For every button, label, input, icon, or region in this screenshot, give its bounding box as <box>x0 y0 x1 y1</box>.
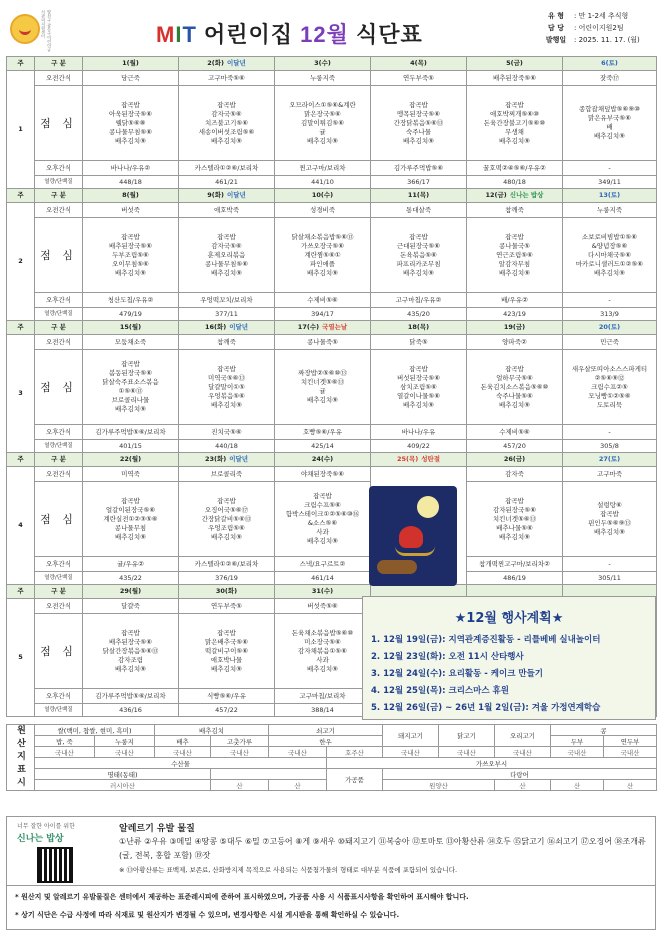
lunch-cell: 잡곡밥 맑은배추국⑤⑥ 떡갈비구이⑤⑥ 애호박나물 배추김치⑨ <box>179 614 275 689</box>
day-label: 9(화) <box>207 191 224 199</box>
lunch-cell: 잡곡밥 봄동된장국⑤⑥ 닭살숙주표소스볶음 ①⑤⑥⑬ 브로콜리나물 배추김치⑨ <box>83 350 179 425</box>
day-label: 25(목) <box>396 455 419 463</box>
lunch-cell: 소보로비빔밥①⑤⑥ &양념장⑤⑥ 다시마채국⑤⑥ 마카로니샐러드①②⑤⑥ 배추김치⑨ <box>563 218 657 293</box>
lunch-cell: 닭살채소볶음밥⑤⑥⑬ 가쓰오장국⑤⑥ 계란찜⑤⑥① 파인애플 배추김치⑨ <box>275 218 371 293</box>
kcal-cell: 435/20 <box>371 308 467 321</box>
pm-cell: 청산도칩/우유② <box>83 293 179 308</box>
kcal-cell: 457/20 <box>467 440 563 453</box>
kcal-label: 열량/단백질 <box>35 704 83 717</box>
kcal-cell: 479/19 <box>83 308 179 321</box>
pm-cell: 수제비⑤⑥ <box>275 293 371 308</box>
day-label: 2(화) <box>207 59 224 67</box>
am-row <box>7 203 657 218</box>
category-label: 구 분 <box>35 585 83 599</box>
kcal-label: 열량/단백질 <box>35 440 83 453</box>
reindeer-icon <box>377 560 417 574</box>
pm-cell: 고구마칩/보리차 <box>275 689 371 704</box>
pm-cell: - <box>563 557 657 572</box>
am-label: 오전간식 <box>35 467 83 482</box>
lunch-cell: 잡곡밥 오징어국⑤⑥⑰ 간장닭갈비⑤⑥⑬ 우엉조림⑤⑥ 배추김치⑨ <box>179 482 275 557</box>
origin-cell: 닭고기 <box>439 725 495 747</box>
origin-cell: 가쓰오부시 <box>327 758 657 769</box>
pm-label: 오후간식 <box>35 161 83 176</box>
day-header <box>275 57 371 71</box>
lunch-cell: 설렁탕⑥ 잡곡밥 핀인두⑤⑥⑨⑬ 배추김치⑨ <box>563 482 657 557</box>
origin-cell: 국내산 <box>604 747 657 758</box>
day-label: 30(화) <box>215 587 238 595</box>
am-cell: 버섯죽 <box>83 203 179 218</box>
events-box <box>362 596 656 720</box>
pm-cell: 바나나/우유 <box>371 425 467 440</box>
origin-cell: 콩 <box>551 725 657 736</box>
kcal-cell: 377/11 <box>179 308 275 321</box>
pm-cell: 고구마칩/우유② <box>371 293 467 308</box>
origin-cell: 호주산 <box>327 747 383 758</box>
pm-cell: 김가루주먹밥⑤⑥ <box>371 161 467 176</box>
pm-label: 오후간식 <box>35 293 83 308</box>
lunch-cell: 종합잡채덮밥⑤⑥⑨⑩ 맑은유부국⑤⑥ 배 배추김치⑨ <box>563 86 657 161</box>
am-cell: 당근죽 <box>83 71 179 86</box>
day-label: 27(토) <box>598 455 621 463</box>
origin-cell: 다랑어 <box>383 769 657 780</box>
origin-cell: 쇠고기 <box>269 725 383 736</box>
day-label: 24(수) <box>311 455 334 463</box>
origin-cell: 국내산 <box>269 747 327 758</box>
week-header-label: 주 <box>7 453 35 467</box>
lunch-row <box>7 350 657 425</box>
origin-cell: 산 <box>211 780 269 791</box>
smile-logo-icon <box>10 14 40 44</box>
week-header-label: 주 <box>7 585 35 599</box>
origin-cell: 쌀(백미, 찹쌀, 현미, 흑미) <box>35 725 155 736</box>
origin-cell: 배추 <box>155 736 211 747</box>
am-cell: 콩나물죽⑤ <box>275 335 371 350</box>
kcal-cell: 313/9 <box>563 308 657 321</box>
day-label: 5(금) <box>506 59 523 67</box>
pm-cell: 김가루주먹밥⑤⑥/보리차 <box>83 689 179 704</box>
kcal-cell: 409/22 <box>371 440 467 453</box>
am-label: 오전간식 <box>35 71 83 86</box>
day-header <box>179 189 275 203</box>
day-label: 4(목) <box>410 59 427 67</box>
lunch-cell: 잡곡밥 근대된장국⑤⑥ 돈육볶음⑤⑥ 파프리카조무침 배추김치⑨ <box>371 218 467 293</box>
am-cell: 참깨죽 <box>179 335 275 350</box>
note: * 상기 식단은 수급 사정에 따라 식재료 및 원산지가 변경될 수 있으며, 변경사항은 시설 게시판을 통해 확인하실 수 있습니다. <box>15 911 400 919</box>
day-tag: 이달년 <box>229 455 249 463</box>
pm-cell: - <box>563 293 657 308</box>
pm-cell: 찐고구마/보리차 <box>275 161 371 176</box>
day-header <box>467 453 563 467</box>
kcal-row <box>7 176 657 189</box>
am-cell: 민근죽 <box>563 335 657 350</box>
kcal-cell: 486/19 <box>467 572 563 585</box>
origin-cell: 돼지고기 <box>383 725 439 747</box>
am-cell: 고구마죽⑤⑥ <box>179 71 275 86</box>
day-header <box>83 189 179 203</box>
day-label: 10(수) <box>311 191 334 199</box>
day-tag: 이달년 <box>229 323 249 331</box>
day-header <box>563 189 657 203</box>
kcal-cell: 394/17 <box>275 308 371 321</box>
category-label: 구 분 <box>35 189 83 203</box>
lunch-cell: 짜장밥②⑤⑥⑩⑬ 치킨너겟⑤⑥⑬ 귤 배추김치⑨ <box>275 350 371 425</box>
day-label: 20(토) <box>598 323 621 331</box>
pm-cell: 카스텔라①②⑥/보리차 <box>179 557 275 572</box>
kcal-cell: 457/22 <box>179 704 275 717</box>
day-header <box>83 57 179 71</box>
day-header <box>563 57 657 71</box>
origin-cell: 산 <box>551 780 604 791</box>
origin-cell: 국내산 <box>155 747 211 758</box>
lunch-cell: 잡곡밥 애호박찌개⑤⑥⑩ 돈육간장불고기⑤⑥⑩ 무생채 배추김치⑨ <box>467 86 563 161</box>
kcal-cell: 436/16 <box>83 704 179 717</box>
kcal-cell: 388/14 <box>275 704 371 717</box>
kcal-cell: 435/22 <box>83 572 179 585</box>
am-cell: 고구마죽 <box>563 467 657 482</box>
pm-cell: - <box>563 425 657 440</box>
lunch-cell: 잡곡밥 얼갈이된장국⑤⑥ 계란실전①②③⑤⑥ 콩나물무침 배추김치⑨ <box>83 482 179 557</box>
am-cell: 연두부죽⑤ <box>179 599 275 614</box>
am-row <box>7 467 657 482</box>
origin-cell: 누룽지 <box>95 736 155 747</box>
lunch-cell: 잡곡밥 콩나물국⑤ 연근조림⑤⑥ 알감자무침 배추김치⑨ <box>467 218 563 293</box>
week-number: 5 <box>7 599 35 717</box>
kcal-cell: 401/15 <box>83 440 179 453</box>
am-cell: 연두부죽⑤ <box>371 71 467 86</box>
kcal-cell: 376/19 <box>179 572 275 585</box>
pm-cell: 바나나/우유② <box>83 161 179 176</box>
am-row <box>7 335 657 350</box>
category-label: 구 분 <box>35 453 83 467</box>
day-label: 19(금) <box>503 323 526 331</box>
lunch-cell: 잡곡밥 미역국⑤⑥⑬ 달걀말이①⑤ 우엉볶음⑤⑥ 배추김치⑨ <box>179 350 275 425</box>
lunch-cell: 오므라이스①⑤⑥&계란 맑은장국⑤⑥ 김말이튀김⑤⑥ 귤 배추김치⑨ <box>275 86 371 161</box>
am-cell: 애호박죽 <box>179 203 275 218</box>
am-cell: 통대살죽 <box>371 203 467 218</box>
am-cell: 누룽지죽 <box>275 71 371 86</box>
kcal-cell: 305/11 <box>563 572 657 585</box>
week-header-row <box>7 321 657 335</box>
pm-cell: 참개떡찐고구마/보리차② <box>467 557 563 572</box>
lunch-label: 점 심 <box>35 614 83 689</box>
lunch-row <box>7 218 657 293</box>
qr-code-icon <box>37 847 73 883</box>
pm-cell: 꿀호떡②④⑤⑥/우유② <box>467 161 563 176</box>
day-header <box>467 189 563 203</box>
kcal-cell: 425/14 <box>275 440 371 453</box>
day-label: 6(토) <box>601 59 618 67</box>
day-label: 16(화) <box>204 323 227 331</box>
kcal-label: 열량/단백질 <box>35 176 83 189</box>
am-cell: 닭죽⑤ <box>371 335 467 350</box>
lunch-cell: 잡곡밥 배추된장국⑤⑥ 닭살간장볶음⑤⑥⑬ 감자조림 배추김치⑨ <box>83 614 179 689</box>
am-cell: 감자죽 <box>467 467 563 482</box>
am-label: 오전간식 <box>35 335 83 350</box>
day-header <box>371 57 467 71</box>
day-label: 29(월) <box>119 587 142 595</box>
lunch-label: 점 심 <box>35 482 83 557</box>
day-header <box>275 189 371 203</box>
pm-cell: 식빵⑤⑥/우유 <box>179 689 275 704</box>
day-label: 13(토) <box>598 191 621 199</box>
santa-icon <box>399 526 423 548</box>
origin-cell: 고춧가루 <box>211 736 269 747</box>
day-header <box>563 321 657 335</box>
day-label: 1(월) <box>122 59 139 67</box>
am-cell: 배추된장죽⑤⑥ <box>467 71 563 86</box>
lunch-row <box>7 482 657 557</box>
origin-cell: 배추김치 <box>155 725 269 736</box>
origin-cell: 연두부 <box>604 736 657 747</box>
kcal-row <box>7 572 657 585</box>
sled-icon <box>395 546 435 556</box>
kcal-cell: 423/19 <box>467 308 563 321</box>
am-cell: 성경비죽 <box>275 203 371 218</box>
kcal-label: 열량/단백질 <box>35 308 83 321</box>
lunch-label: 점 심 <box>35 350 83 425</box>
kcal-cell: 305/8 <box>563 440 657 453</box>
pm-cell: 수제비⑤⑥ <box>467 425 563 440</box>
day-header <box>179 453 275 467</box>
qr-name: 신나는 밥상 <box>17 834 64 844</box>
pm-cell: 김가루주먹밥⑤⑥/보리차 <box>83 425 179 440</box>
day-header <box>467 321 563 335</box>
am-cell: 달걀죽 <box>83 599 179 614</box>
event-item: 5. 12월 26일(금) ~ 26년 1월 2일(금): 겨울 가정연계학습 <box>371 703 601 713</box>
lunch-cell: 돈육채소볶음밥⑤⑥⑩ 미소장국⑤⑥ 감자채볶음①⑤⑥ 사과 배추김치⑨ <box>275 614 371 689</box>
origin-cell: 밥, 죽 <box>35 736 95 747</box>
info-block: 유 형 : 만 1-2세 추식형 담 당 : 어린이지원2팀 발행일 : 2025. 11. 17. (월) <box>545 12 640 44</box>
am-cell: 누룽지죽 <box>563 203 657 218</box>
pm-cell: 배/우유② <box>467 293 563 308</box>
qr-caption: 너무 잘한 아이를 위한 <box>17 823 75 830</box>
pm-cell: - <box>563 161 657 176</box>
origin-cell: 오리고기 <box>495 725 551 747</box>
allergy-box <box>6 816 656 886</box>
origin-cell <box>211 769 327 780</box>
allergy-note: ※ ⑬아황산류는 표백제, 보존료, 산화방지제 목적으로 사용되는 식품첨가물의 형태로 대부분 식품에 포함되어 있습니다. <box>119 866 458 874</box>
day-header <box>563 453 657 467</box>
origin-cell: 한우 <box>269 736 383 747</box>
kcal-cell: 461/21 <box>179 176 275 189</box>
day-header <box>275 585 371 599</box>
day-tag: 신나는 밥상 <box>509 191 544 199</box>
day-label: 26(금) <box>503 455 526 463</box>
kcal-cell: 349/11 <box>563 176 657 189</box>
pm-cell: 우엉떡꼬치/보리차 <box>179 293 275 308</box>
page-title: MIT 어린이집 12월 식단표 <box>156 22 423 47</box>
origin-label: 원산지표시 <box>7 725 35 791</box>
event-item: 3. 12월 24일(수): 요리활동 - 케이크 만들기 <box>371 669 543 679</box>
lunch-cell: 잡곡밥 감자국⑤⑥ 치즈불고기⑤⑥ 새송이버섯조림⑤⑥ 배추김치⑨ <box>179 86 275 161</box>
notes-box <box>6 886 656 930</box>
day-header <box>275 453 371 467</box>
pm-label: 오후간식 <box>35 557 83 572</box>
pm-cell: 카스텔라①②⑥/보리차 <box>179 161 275 176</box>
kcal-cell: 440/18 <box>179 440 275 453</box>
am-cell: 미역죽 <box>83 467 179 482</box>
event-item: 4. 12월 25일(목): 크리스마스 휴원 <box>371 686 509 696</box>
day-label: 31(수) <box>311 587 334 595</box>
day-header <box>179 321 275 335</box>
pm-cell: 진치국⑤⑥ <box>179 425 275 440</box>
lunch-cell: 잡곡밥 맹목된장국⑤⑥ 간장닭볶음⑤⑥⑬ 숙주나물 배추김치⑨ <box>371 86 467 161</box>
week-header-label: 주 <box>7 57 35 71</box>
am-cell: 잣죽⑰ <box>563 71 657 86</box>
pm-label: 오후간식 <box>35 425 83 440</box>
am-cell: 야채된장죽⑤⑥ <box>275 467 371 482</box>
origin-cell: 러시아산 <box>35 780 211 791</box>
event-item: 1. 12월 19일(금): 지역관계증진활동 - 리틀베베 실내놀이터 <box>371 635 601 645</box>
event-item: 2. 12월 23일(화): 오전 11시 산타행사 <box>371 652 524 662</box>
kcal-row <box>7 308 657 321</box>
lunch-cell: 잡곡밥 감자국⑤⑥ 훈제오리볶음 콩나물무침⑤⑥ 배추김치⑨ <box>179 218 275 293</box>
lunch-label: 점 심 <box>35 86 83 161</box>
day-header <box>275 321 371 335</box>
day-header <box>371 321 467 335</box>
day-tag: 성탄절 <box>421 455 441 463</box>
day-label: 18(목) <box>407 323 430 331</box>
origin-cell: 국내산 <box>551 747 604 758</box>
day-header <box>179 57 275 71</box>
pm-label: 오후간식 <box>35 689 83 704</box>
pm-row <box>7 293 657 308</box>
day-header <box>83 453 179 467</box>
origin-cell: 국내산 <box>383 747 439 758</box>
day-label: 11(목) <box>407 191 430 199</box>
lunch-cell: 잡곡밥 얼하무국⑤⑥ 돈육김치소스볶음⑤⑥⑩ 숙주나물⑤⑥ 배추김치⑨ <box>467 350 563 425</box>
pm-row <box>7 161 657 176</box>
day-header <box>83 321 179 335</box>
day-header <box>467 57 563 71</box>
pm-cell: 스낵/요구르트② <box>275 557 371 572</box>
am-cell: 모둠채소죽 <box>83 335 179 350</box>
lunch-row <box>7 86 657 161</box>
origin-cell: 산 <box>604 780 657 791</box>
lunch-cell: 새우살또띠아소스스파게티 ②⑤⑥⑨⑫ 크림수프②⑤ 모닝빵①②⑤⑥ 도토리묵 <box>563 350 657 425</box>
am-row <box>7 71 657 86</box>
day-header <box>83 585 179 599</box>
origin-cell: 산 <box>495 780 551 791</box>
lunch-cell: 잡곡밥 크림수프⑤⑥ 함박스테이크①②⑤⑥⑩⑯ &소스⑤⑥ 사과 배추김치⑨ <box>275 482 371 557</box>
day-label: 23(화) <box>204 455 227 463</box>
day-label: 15(월) <box>119 323 142 331</box>
lunch-label: 점 심 <box>35 218 83 293</box>
day-header <box>371 453 467 467</box>
week-header-label: 주 <box>7 189 35 203</box>
day-label: 22(월) <box>119 455 142 463</box>
week-number: 1 <box>7 71 35 189</box>
kcal-cell: 461/14 <box>275 572 371 585</box>
category-label: 구 분 <box>35 57 83 71</box>
origin-cell: 국내산 <box>35 747 95 758</box>
pm-row <box>7 425 657 440</box>
events-title: ★12월 행사계획★ <box>454 611 564 626</box>
pm-row <box>7 557 657 572</box>
origin-cell: 산 <box>269 780 327 791</box>
am-cell: 브로콜리죽 <box>179 467 275 482</box>
origin-table <box>6 724 657 791</box>
week-header-row <box>7 453 657 467</box>
day-label: 8(월) <box>122 191 139 199</box>
day-label: 3(수) <box>314 59 331 67</box>
week-number: 3 <box>7 335 35 453</box>
note: * 원산지 및 알레르기 유발물질은 센터에서 제공하는 표준레시피에 준하여 표시하였으며, 가공품 사용 시 식품표시사항을 확인하여 표시해야 합니다. <box>15 893 469 901</box>
kcal-cell: 366/17 <box>371 176 467 189</box>
am-label: 오전간식 <box>35 203 83 218</box>
kcal-cell: 441/10 <box>275 176 371 189</box>
kcal-row <box>7 440 657 453</box>
am-cell: 양파죽② <box>467 335 563 350</box>
day-label: 17(수) <box>297 323 320 331</box>
origin-cell: 국내산 <box>439 747 495 758</box>
logo-text: 양천구 광동구어린이급식관리지원센터 <box>41 10 52 52</box>
lunch-cell: 잡곡밥 아욱된장국⑤⑥ 웰닭⑤⑥⑧ 콩나물무침⑤⑥ 배추김치⑨ <box>83 86 179 161</box>
category-label: 구 분 <box>35 321 83 335</box>
am-label: 오전간식 <box>35 599 83 614</box>
week-header-row <box>7 189 657 203</box>
christmas-santa-image <box>369 486 457 586</box>
week-number: 2 <box>7 203 35 321</box>
am-cell: 참깨죽 <box>467 203 563 218</box>
week-header-row <box>7 57 657 71</box>
lunch-cell: 잡곡밥 배추된장국⑤⑥ 두부조림⑤⑥ 오이무침⑤⑥ 배추김치⑨ <box>83 218 179 293</box>
day-tag: 국열는날 <box>322 323 348 331</box>
moon-icon <box>417 496 439 518</box>
lunch-cell: 잡곡밥 감자된장국⑤⑥ 치킨너겟⑤⑥⑬ 배추나물⑤⑥ 배추김치⑨ <box>467 482 563 557</box>
day-header <box>371 189 467 203</box>
day-tag: 이달년 <box>226 59 246 67</box>
pm-cell: 귤/우유② <box>83 557 179 572</box>
origin-cell: 가공품 <box>327 769 383 791</box>
origin-cell: 국내산 <box>95 747 155 758</box>
header <box>6 6 656 54</box>
origin-cell: 국내산 <box>211 747 269 758</box>
allergy-title: 알레르기 유발 물질 <box>119 824 195 834</box>
week-header-label: 주 <box>7 321 35 335</box>
day-header <box>179 585 275 599</box>
origin-cell: 원양산 <box>383 780 495 791</box>
day-label: 12(금) <box>485 191 507 199</box>
origin-cell: 국내산 <box>495 747 551 758</box>
origin-cell: 수산물 <box>35 758 327 769</box>
kcal-label: 열량/단백질 <box>35 572 83 585</box>
origin-cell: 두부 <box>551 736 604 747</box>
kcal-cell: 448/18 <box>83 176 179 189</box>
allergy-list: ①난류 ②우유 ③메밀 ④땅콩 ⑤대두 ⑥밀 ⑦고등어 ⑧게 ⑨새우 ⑩돼지고기 ⑪복숭아 ⑫토마토 ⑬아황산류 ⑭호두 ⑮닭고기 ⑯쇠고기 ⑰오징어 ⑱조개류(굴, 전복, 홍합 포함) ⑲잣 <box>119 837 646 860</box>
qr-area <box>7 817 107 887</box>
lunch-cell: 잡곡밥 버섯된장국⑤⑥ 삼치조림⑤⑥ 열갈이나물⑤⑥ 배추김치⑨ <box>371 350 467 425</box>
kcal-cell: 480/18 <box>467 176 563 189</box>
day-tag: 이달년 <box>226 191 246 199</box>
pm-cell: 호빵⑤⑥/우유 <box>275 425 371 440</box>
week-number: 4 <box>7 467 35 585</box>
origin-cell: 명태(동태) <box>35 769 211 780</box>
am-cell: 버섯죽⑤⑥ <box>275 599 371 614</box>
